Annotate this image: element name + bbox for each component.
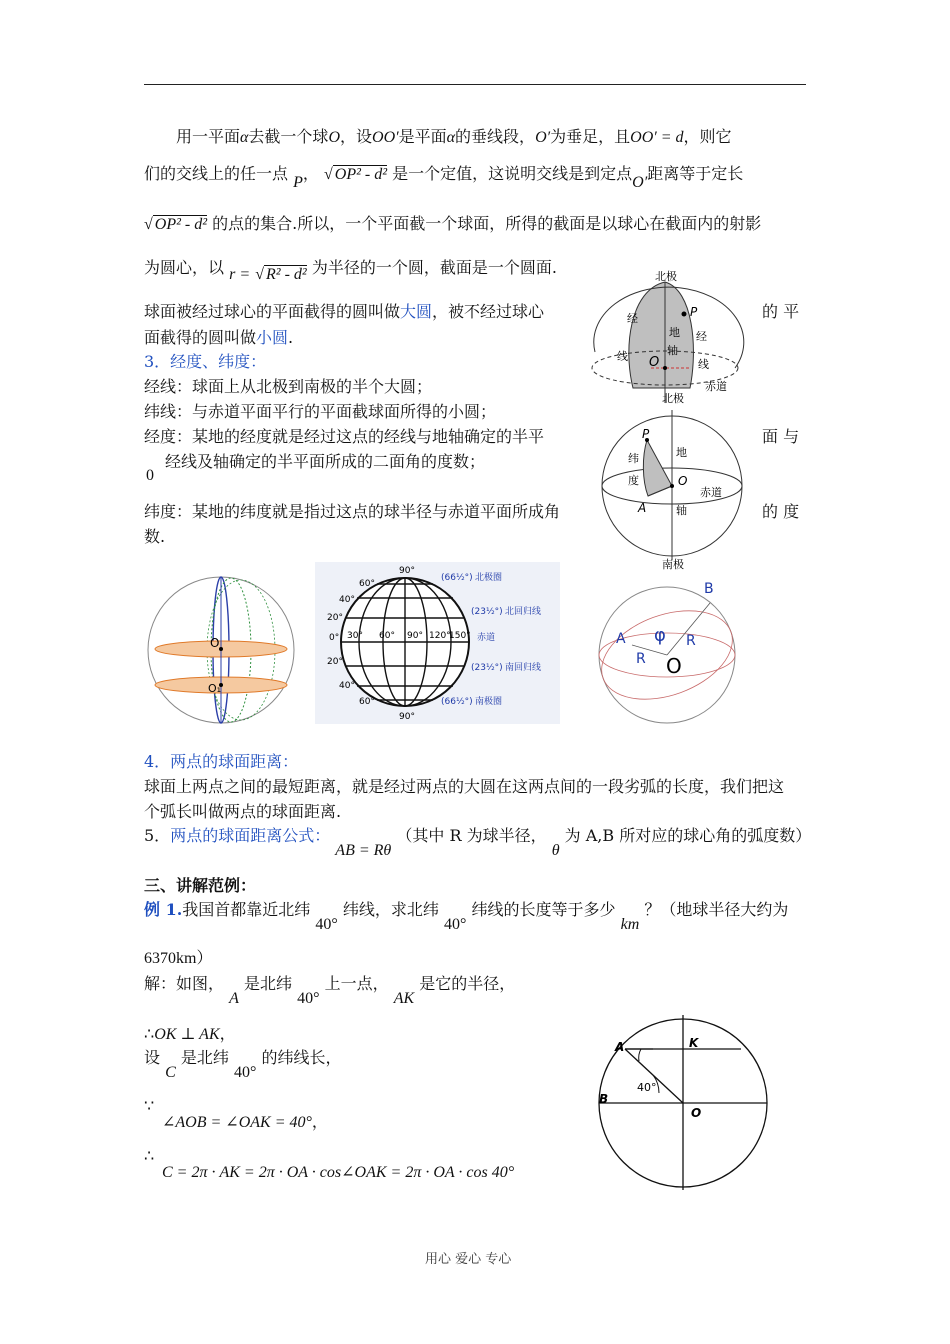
sec4-line2: 个弧长叫做两点的球面距离. (144, 802, 342, 821)
fig2-equator: 赤道 (700, 486, 722, 499)
sec5-formula: AB = Rθ (335, 842, 392, 859)
fig5-phi: φ (654, 625, 666, 646)
fig5-B: B (704, 581, 714, 597)
sec3-latitude1-right: 的 度 (762, 502, 800, 521)
fig6-B: B (599, 1092, 609, 1106)
sec3-longitude2: 经线及轴确定的半平面所成的二面角的度数； (165, 452, 486, 471)
fig1-equator: 赤道 (705, 380, 727, 393)
fig1-P: P (690, 305, 698, 319)
small-circle-term: 小圆 (256, 328, 289, 347)
fig4-lat-0: 60° (359, 579, 375, 589)
fig4-tropic-n: 北回归线 (505, 607, 542, 617)
fig1-line-r: 线 (698, 358, 709, 371)
para1-line4: 为圆心，以 r = √ R² - d² 为半径的一个圆，截面是一个圆面. (144, 258, 557, 283)
fig4-lat-4: 20° (327, 657, 343, 667)
sec3-longitude-zero: 0 (146, 467, 154, 484)
para2-line1-right: 的 平 (762, 302, 800, 321)
example1-line2: 6370km） (144, 948, 213, 967)
figure-spherical-distance (592, 575, 742, 725)
fig4-top: 90° (399, 566, 415, 576)
sec3-meridian: 经线：球面上从北极到南极的半个大圆； (144, 377, 433, 396)
fig2-north: 北极 (662, 392, 684, 405)
fig4-lat-6: 60° (359, 697, 375, 707)
fig2-P: P (642, 427, 650, 441)
fig6-A: A (615, 1040, 625, 1054)
figure-latitude-circle (595, 1015, 770, 1190)
sec3-title: 3．经度、纬度： (144, 352, 267, 371)
fig4-lon-left: 30° (347, 631, 363, 641)
fig1-north: 北极 (655, 270, 677, 283)
para1-line3: √ OP² - d² 的点的集合.所以，一个平面截一个球面，所得的截面是以球心在截面内的射影 (144, 214, 762, 233)
fig5-O: O (666, 654, 682, 678)
fig4-lat-2: 20° (327, 613, 343, 623)
para1-line1: 用一平面α去截一个球O，设OO′是平面α的垂线段，O′为垂足，且OO′ = d，则它 (176, 127, 732, 146)
sec3-latitude2: 数. (144, 527, 166, 546)
fig4-arctic-deg: (66½°) (441, 573, 473, 583)
para1-line2: 们的交线上的任一点 P， √ OP² - d² 是一个定值，这说明交线是到定点O′距离等于定长 (144, 164, 744, 191)
example1-because: ∵ (144, 1096, 155, 1115)
para2-line2: 面截得的圆叫做小圆. (144, 328, 294, 347)
figure-meridian-sphere (585, 268, 755, 410)
sec3-latitude1: 纬度：某地的纬度就是指过这点的球半径与赤道平面所成角 (144, 502, 561, 521)
sec3-longitude1-right: 面 与 (762, 427, 800, 446)
fig4-antarctic-deg: (66½°) (441, 697, 473, 707)
fig2-di: 地 (676, 446, 687, 459)
fig4-tropic-s: 南回归线 (505, 663, 542, 673)
fig2-wei: 纬 (628, 452, 639, 465)
example1-result: C = 2π · AK = 2π · OA · cos∠OAK = 2π · OA · cos 40° (162, 1164, 515, 1181)
example1-sol-line: 解：如图， A 是北纬 40° 上一点， AK 是它的半径， (144, 974, 516, 1007)
fig6-O: O (691, 1106, 702, 1120)
footer: 用心 爱心 专心 (425, 1252, 512, 1267)
fig1-meridian-r: 经 (696, 330, 707, 343)
fig2-O: O (678, 474, 688, 488)
example1-angle: ∠AOB = ∠OAK = 40°， (162, 1112, 328, 1131)
fig6-K: K (689, 1036, 699, 1050)
fig4-antarctic: 南极圈 (475, 697, 503, 707)
fig4-arctic: 北极圈 (475, 573, 503, 583)
fig1-zhou: 轴 (667, 344, 678, 357)
example1-perp: ∴OK ⊥ AK， (144, 1024, 236, 1043)
figure-globe-grid (315, 562, 560, 724)
fig1-line-l: 线 (617, 350, 628, 363)
fig2-south: 南极 (662, 558, 684, 570)
sec3-parallel: 纬线：与赤道平面平行的平面截球面所得的小圆； (144, 402, 497, 421)
fig4-bottom: 90° (399, 712, 415, 722)
fig4-lat-1: 40° (339, 595, 355, 605)
fig3-O: O (210, 636, 220, 650)
fig4-equator: 赤道 (477, 633, 496, 643)
fig2-zhou: 轴 (676, 504, 687, 517)
sec3-longitude1: 经度：某地的经度就是经过这点的经线与地轴确定的半平 (144, 427, 545, 446)
fig2-du: 度 (628, 474, 639, 487)
fig4-lon-3: 120° (429, 631, 451, 641)
fig4-lon-1: 60° (379, 631, 395, 641)
sec5-line: 5．两点的球面距离公式： AB = Rθ （其中 R 为球半径， θ 为 A,B 所对应的球心角的弧度数） (144, 826, 812, 859)
fig1-meridian-l: 经 (627, 312, 638, 325)
sec4-line1: 球面上两点之间的最短距离，就是经过两点的大圆在这两点间的一段劣弧的长度，我们把这 (144, 777, 785, 796)
para2-line1: 球面被经过球心的平面截得的圆叫做大圆，被不经过球心 (144, 302, 545, 321)
fig5-R2: R (636, 651, 646, 667)
example1-let: 设 C 是北纬 40° 的纬线长， (144, 1048, 342, 1081)
sec-examples-title: 三、讲解范例： (144, 876, 257, 895)
fig4-tropic-s-deg: (23½°) (471, 663, 503, 673)
figure-small-circles (146, 575, 296, 725)
figure-latitude-sphere (592, 390, 762, 570)
example1-line1: 例 1.我国首都靠近北纬 40° 纬线，求北纬 40° 纬线的长度等于多少 km ？（地球半径大约为 (144, 900, 789, 933)
header-rule (144, 84, 806, 85)
fig4-tropic-n-deg: (23½°) (471, 607, 503, 617)
great-circle-term: 大圆 (400, 302, 433, 321)
fig3-O1: O₁ (208, 682, 222, 695)
fig4-lon-2: 90° (407, 631, 423, 641)
fig5-A: A (616, 631, 626, 647)
fig5-R1: R (686, 633, 696, 649)
sec4-title: 4．两点的球面距离： (144, 752, 299, 771)
fig1-di: 地 (669, 326, 680, 339)
fig1-O: O (649, 355, 660, 370)
fig6-angle: 40° (637, 1081, 657, 1094)
fig4-lon-4: 150° (449, 631, 471, 641)
example1-therefore: ∴ (144, 1146, 155, 1165)
fig4-lat-3: 0° (329, 633, 340, 643)
fig2-A: A (638, 501, 647, 515)
fig4-lat-5: 40° (339, 681, 355, 691)
